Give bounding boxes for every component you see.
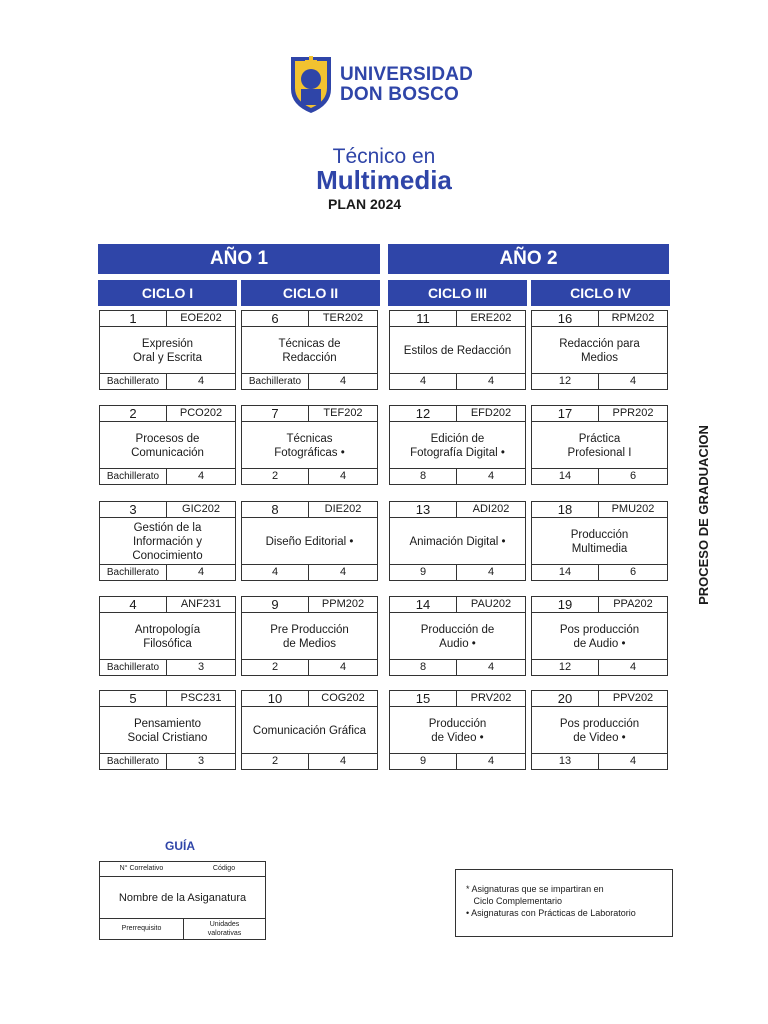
course-name: Edición de Fotografía Digital •	[410, 432, 505, 459]
course-units: 6	[598, 469, 667, 484]
guide-box	[99, 861, 266, 940]
course-card	[531, 690, 668, 770]
course-units: 4	[598, 660, 667, 675]
course-number: 9	[271, 597, 279, 612]
course-card	[241, 310, 378, 390]
course-number: 17	[557, 406, 573, 421]
course-prerequisite: 13	[558, 755, 572, 767]
course-code: PPR202	[598, 406, 667, 421]
course-card	[531, 405, 668, 485]
course-card	[389, 405, 526, 485]
course-prerequisite: Bachillerato	[106, 662, 160, 673]
course-number: 13	[415, 502, 431, 517]
course-card	[389, 501, 526, 581]
course-units: 4	[456, 469, 525, 484]
course-prerequisite: 14	[558, 566, 572, 578]
course-code: PSC231	[166, 691, 235, 706]
year-header-2: AÑO 2	[388, 244, 669, 274]
course-card	[531, 596, 668, 676]
course-card	[99, 501, 236, 581]
course-prerequisite: Bachillerato	[248, 376, 302, 387]
logo-text-line2: DON BOSCO	[340, 84, 459, 105]
course-name: Pensamiento Social Cristiano	[127, 717, 208, 744]
course-prerequisite: 14	[558, 470, 572, 482]
course-name: Producción de Audio •	[420, 623, 495, 650]
graduation-process-text: PROCESO DE GRADUACION	[696, 425, 711, 605]
cycle-header-2: CICLO II	[241, 280, 380, 306]
course-code: PPM202	[308, 597, 377, 612]
course-prerequisite: 8	[419, 470, 427, 482]
course-number: 6	[271, 311, 279, 326]
course-card	[99, 310, 236, 390]
course-card	[99, 405, 236, 485]
course-number: 14	[415, 597, 431, 612]
course-number: 10	[267, 691, 283, 706]
guide-code-label: Código	[212, 865, 236, 872]
course-units: 4	[166, 469, 235, 484]
course-units: 4	[598, 374, 667, 389]
guide-num-label: N° Correlativo	[119, 865, 164, 872]
guide-prereq-label: Prerrequisito	[121, 925, 162, 932]
course-number: 15	[415, 691, 431, 706]
course-prerequisite: 8	[419, 661, 427, 673]
graduation-process-label	[688, 420, 718, 610]
course-units: 4	[308, 565, 377, 580]
course-code: DIE202	[308, 502, 377, 517]
course-units: 3	[166, 660, 235, 675]
course-name: Expresión Oral y Escrita	[132, 337, 202, 364]
cycle-header-3: CICLO III	[388, 280, 527, 306]
course-card	[389, 310, 526, 390]
course-number: 7	[271, 406, 279, 421]
course-units: 4	[166, 374, 235, 389]
course-name: Producción de Video •	[428, 717, 487, 744]
course-number: 20	[557, 691, 573, 706]
university-logo	[287, 53, 487, 117]
course-code: RPM202	[598, 311, 667, 326]
course-number: 16	[557, 311, 573, 326]
course-prerequisite: Bachillerato	[106, 567, 160, 578]
shield-icon	[287, 53, 335, 115]
course-units: 6	[598, 565, 667, 580]
course-prerequisite: 9	[419, 755, 427, 767]
course-name: Producción Multimedia	[570, 528, 629, 555]
course-code: GIC202	[166, 502, 235, 517]
course-card	[389, 596, 526, 676]
program-title-line2: Multimedia	[316, 165, 452, 195]
guide-name-label: Nombre de la Asiganatura	[118, 892, 247, 904]
course-card	[99, 690, 236, 770]
course-name: Estilos de Redacción	[403, 344, 512, 357]
course-name: Animación Digital •	[409, 535, 506, 548]
logo-text-line1: UNIVERSIDAD	[340, 64, 474, 85]
course-code: ANF231	[166, 597, 235, 612]
course-name: Gestión de la Información y Conocimiento	[132, 521, 203, 562]
course-number: 8	[271, 502, 279, 517]
course-card	[531, 310, 668, 390]
course-name: Técnicas de Redacción	[278, 337, 341, 364]
note-complementary: * Asignaturas que se impartiran en Ciclo Complementario	[466, 884, 604, 906]
course-code: PMU202	[598, 502, 667, 517]
course-code: ADI202	[456, 502, 525, 517]
course-prerequisite: Bachillerato	[106, 471, 160, 482]
course-units: 3	[166, 754, 235, 769]
course-number: 19	[557, 597, 573, 612]
year-header-1: AÑO 1	[98, 244, 380, 274]
course-card	[531, 501, 668, 581]
course-name: Diseño Editorial •	[265, 535, 354, 548]
course-units: 4	[308, 660, 377, 675]
course-name: Pos producción de Audio •	[559, 623, 640, 650]
course-number: 1	[129, 311, 137, 326]
course-prerequisite: 9	[419, 566, 427, 578]
course-units: 4	[456, 754, 525, 769]
course-units: 4	[456, 374, 525, 389]
course-code: TER202	[308, 311, 377, 326]
course-units: 4	[166, 565, 235, 580]
course-card	[99, 596, 236, 676]
course-prerequisite: 12	[558, 661, 572, 673]
course-number: 4	[129, 597, 137, 612]
course-code: PPV202	[598, 691, 667, 706]
course-units: 4	[308, 374, 377, 389]
course-name: Técnicas Fotográficas •	[274, 432, 345, 459]
course-prerequisite: 12	[558, 375, 572, 387]
course-card	[389, 690, 526, 770]
guide-uv-label: Unidades valorativas	[183, 919, 265, 940]
course-units: 4	[308, 754, 377, 769]
note-lab: • Asignaturas con Prácticas de Laboratorio	[466, 908, 636, 918]
course-name: Pre Producción de Medios	[270, 623, 349, 650]
course-number: 18	[557, 502, 573, 517]
course-card	[241, 596, 378, 676]
course-prerequisite: 4	[419, 375, 427, 387]
cycle-header-1: CICLO I	[98, 280, 237, 306]
course-name: Pos producción de Video •	[559, 717, 640, 744]
course-name: Práctica Profesional I	[567, 432, 632, 459]
course-code: COG202	[308, 691, 377, 706]
cycle-header-4: CICLO IV	[531, 280, 670, 306]
course-prerequisite: Bachillerato	[106, 376, 160, 387]
course-card	[241, 501, 378, 581]
course-prerequisite: Bachillerato	[106, 756, 160, 767]
course-prerequisite: 2	[271, 755, 279, 767]
course-name: Comunicación Gráfica	[252, 724, 367, 737]
course-name: Redacción para Medios	[559, 337, 640, 364]
course-units: 4	[456, 660, 525, 675]
course-card	[241, 405, 378, 485]
course-number: 12	[415, 406, 431, 421]
course-card	[241, 690, 378, 770]
course-units: 4	[598, 754, 667, 769]
course-code: EFD202	[456, 406, 525, 421]
course-units: 4	[308, 469, 377, 484]
course-units: 4	[456, 565, 525, 580]
course-prerequisite: 2	[271, 470, 279, 482]
course-number: 11	[416, 311, 430, 326]
program-title-line1: Técnico en	[332, 145, 436, 168]
course-name: Antropología Filosófica	[134, 623, 201, 650]
course-code: PAU202	[456, 597, 525, 612]
course-code: PCO202	[166, 406, 235, 421]
legend-notes	[455, 869, 673, 937]
plan-label: PLAN 2024	[328, 196, 402, 212]
course-number: 2	[129, 406, 137, 421]
course-prerequisite: 4	[271, 566, 279, 578]
course-name: Procesos de Comunicación	[131, 432, 204, 459]
course-code: EOE202	[166, 311, 235, 326]
course-prerequisite: 2	[271, 661, 279, 673]
course-code: PPA202	[598, 597, 667, 612]
guide-title: GUÍA	[165, 839, 195, 853]
course-code: ERE202	[456, 311, 525, 326]
course-code: TEF202	[308, 406, 377, 421]
course-number: 3	[129, 502, 137, 517]
course-code: PRV202	[456, 691, 525, 706]
course-number: 5	[129, 691, 137, 706]
